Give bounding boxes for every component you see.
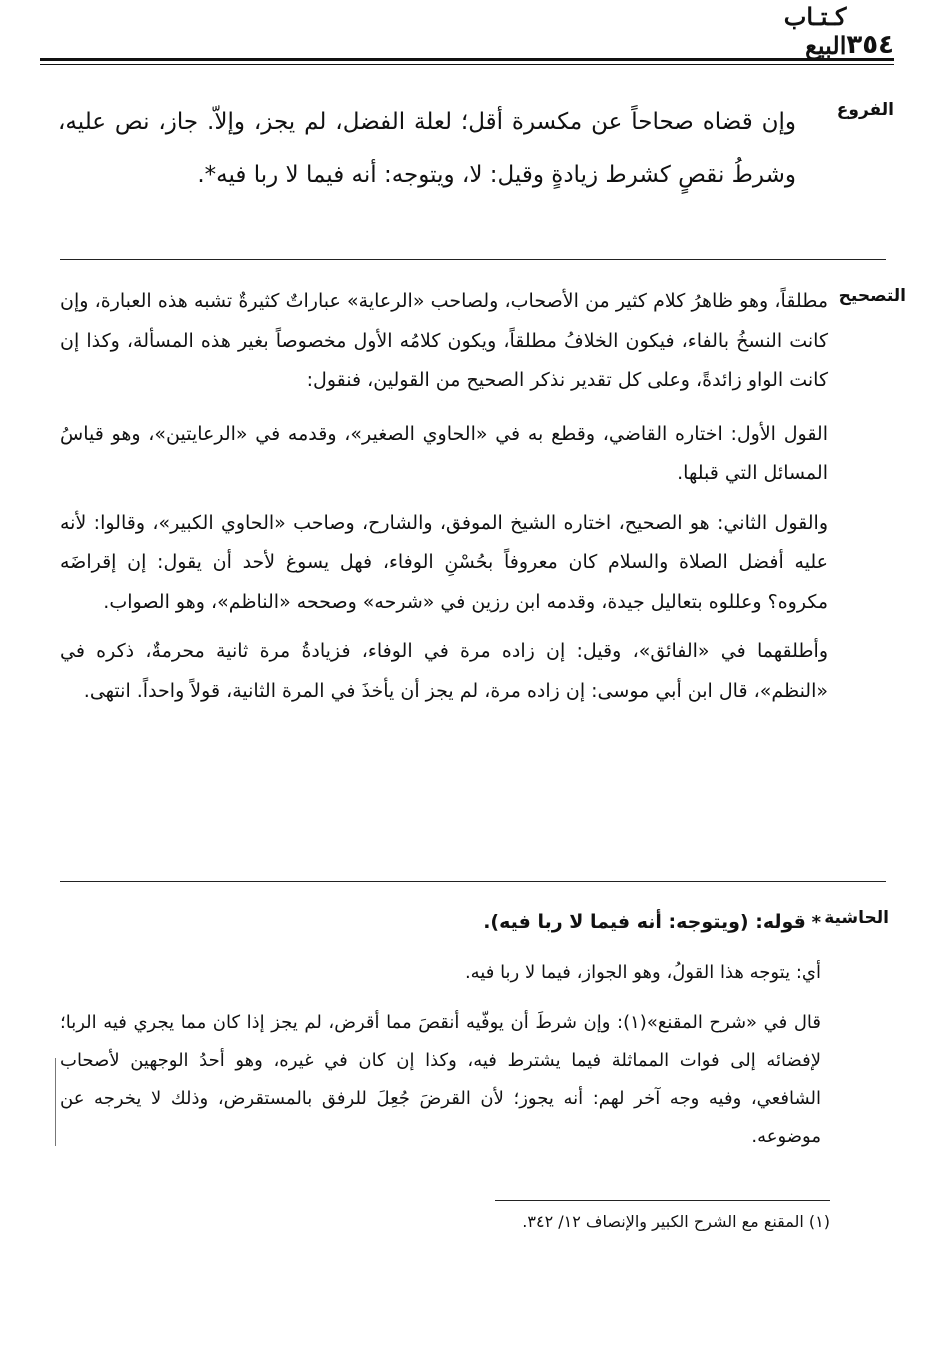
tashih-paragraph: القول الأول: اختاره القاضي، وقطع به في «الحاوي الصغير»، وقدمه في «الرعايتين»، وهو قياسُ المسائل التي قبلها. bbox=[60, 422, 828, 484]
tashih-text bbox=[60, 282, 828, 721]
section-label-hashiya: الحاشية bbox=[824, 908, 889, 928]
section-label-furu: الفروع bbox=[836, 100, 894, 120]
header-rule-thick bbox=[40, 58, 894, 61]
hashiya-text bbox=[60, 903, 821, 1168]
hashiya-lead-line bbox=[60, 903, 821, 942]
tashih-paragraph: وأطلقهما في «الفائق»، وقيل: إن زاده مرة في الوفاء، فزيادةُ مرة ثانية محرمةٌ، ذكره في «النظم»، قال ابن أبي موسى: إن زاده مرة، لم يجز أن يأخذَ في المرة الثانية، قولاً واحداً. انتهى. bbox=[60, 640, 828, 702]
tashih-paragraph: والقول الثاني: هو الصحيح، اختاره الشيخ الموفق، والشارح، وصاحب «الحاوي الكبير»، وقالوا: لأنه عليه أفضل الصلاة والسلام كان معروفاً بحُسْنِ الوفاء، فهل يسوغ لأحد أن يقول: إن إقراضَه مكروه؟ وعللوه بتعاليل جيدة، وقدمه ابن رزين في «شرحه» وصححه «الناظم»، وهو الصواب. bbox=[60, 511, 828, 613]
footnote: (١) المقنع مع الشرح الكبير والإنصاف ١٢/ ٣٤٢. bbox=[522, 1212, 830, 1231]
section-divider-2 bbox=[60, 881, 886, 882]
hashiya-paragraph: قال في «شرح المقنع»(١): وإن شرطَ أن يوفّيه أنقصَ مما أقرض، لم يجز إذا كان مما يجري فيه الربا؛ لإفضائه إلى فوات المماثلة فيما يشترط فيه، وكذا إن كان في غيره، وهو أحدُ الوجهين لأصحاب الشافعي، وفيه وجه آخر لهم: أنه يجوز؛ لأن القرضَ جُعِلَ للرفق بالمستقرض، وذلك لا يخرجه عن موضوعه. bbox=[60, 1012, 821, 1147]
asterisk-marker: * bbox=[811, 912, 821, 933]
hashiya-lead: قوله: (ويتوجه: أنه فيما لا ربا فيه). bbox=[483, 911, 806, 933]
page-number: ٣٥٤ bbox=[846, 30, 894, 60]
hashiya-paragraph: أي: يتوجه هذا القولُ، وهو الجواز، فيما لا ربا فيه. bbox=[464, 962, 821, 983]
furu-text: وإن قضاه صحاحاً عن مكسرة أقل؛ لعلة الفضل، لم يجز، وإلاّ. جاز، نص عليه، وشرطُ نقصٍ كشرط زيادةٍ وقيل: لا، ويتوجه: أنه فيما لا ربا فيه*. bbox=[58, 109, 796, 188]
tashih-paragraph: مطلقاً، وهو ظاهرُ كلام كثير من الأصحاب، ولصاحب «الرعاية» عباراتٌ كثيرةٌ تشبه هذه العبارة، وإن كانت النسخُ بالفاء، فيكون الخلافُ مطلقاً، ويكون كلامُه الأول مخصوصاً بغير هذه المسألة، وكذا إن كانت الواو زائدةً، وعلى كل تقدير نذكر الصحيح من القولين، فنقول: bbox=[60, 290, 828, 391]
header-rule-thin bbox=[40, 64, 894, 65]
margin-mark bbox=[55, 1058, 56, 1146]
running-title: كـتـاب البيع bbox=[783, 2, 847, 60]
footnote-rule bbox=[495, 1200, 830, 1201]
section-label-tashih: التصحيح bbox=[838, 286, 906, 306]
section-divider-1 bbox=[60, 259, 886, 260]
page-header bbox=[40, 2, 894, 60]
